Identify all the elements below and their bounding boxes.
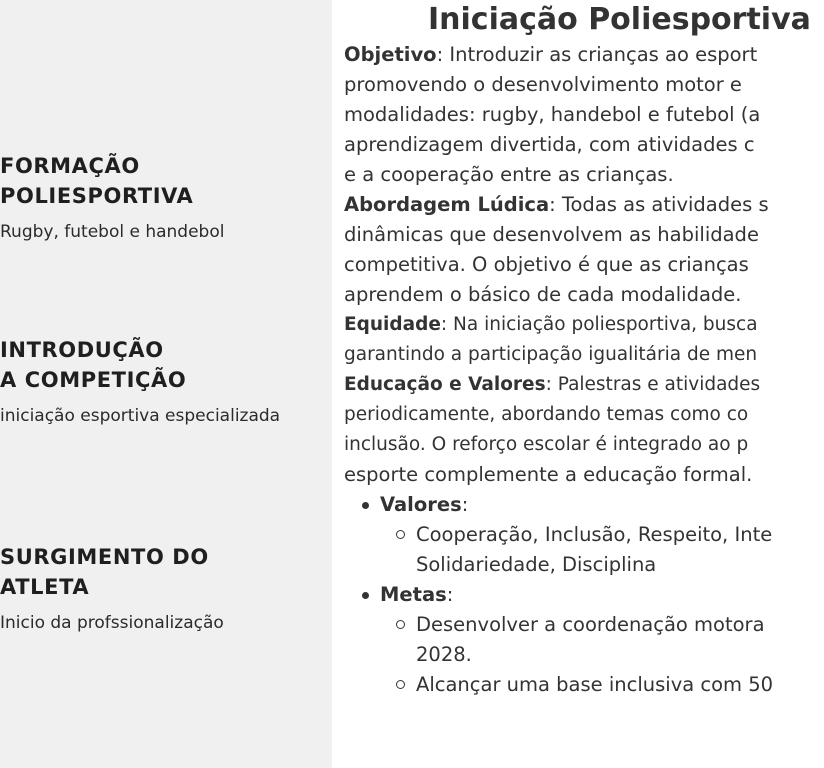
text-line: 2028. [416, 643, 472, 666]
page-title: Iniciação Poliesportiva [428, 2, 811, 37]
section-equidade [344, 310, 824, 370]
stage-introducao-competicao [0, 335, 280, 427]
section-objetivo [344, 40, 824, 190]
main-content [344, 0, 824, 700]
text-line: aprendizagem divertida, com atividades c [344, 133, 755, 156]
section-label: Abordagem Lúdica [344, 193, 550, 216]
text-line [344, 40, 824, 70]
text-line: Alcançar uma base inclusiva com 50 [416, 673, 774, 696]
sub-list-item [394, 610, 824, 670]
sub-list-item [394, 670, 824, 700]
text-line: garantindo a participação igualitária de men [344, 344, 758, 365]
text-line: Desenvolver a coordenação motora [416, 613, 765, 636]
text-line: competitiva. O objetivo é que as crianças [344, 253, 749, 276]
sub-list [380, 610, 824, 700]
stage-title-line: SURGIMENTO DO [0, 545, 209, 569]
section-label: Equidade [344, 314, 441, 335]
bullet-suffix: : [446, 583, 454, 606]
text-line: dinâmicas que desenvolvem as habilidade [344, 223, 759, 246]
stage-subtitle: iniciação esportiva especializada [0, 406, 281, 426]
bullet-suffix: : [461, 493, 469, 516]
text-line: aprendem o básico de cada modalidade. [344, 283, 742, 306]
section-label: Objetivo [344, 43, 437, 66]
text-line: inclusão. O reforço escolar é integrado ao p [344, 434, 749, 455]
stage-title [0, 335, 280, 395]
text-line [380, 580, 824, 610]
section-abordagem-ludica [344, 190, 824, 310]
text-line: e a cooperação entre as crianças. [344, 163, 674, 186]
section-educacao-valores [344, 370, 824, 490]
section-text: : Introduzir as crianças ao esport [436, 43, 758, 66]
stage-subtitle: Inicio da profssionalização [0, 613, 224, 633]
text-line [380, 490, 824, 520]
section-text: : Palestras e atividades [545, 374, 761, 395]
bullet-label: Metas [380, 583, 447, 606]
sub-list [380, 520, 824, 580]
text-line [344, 310, 824, 340]
stage-title-line: INTRODUÇÃO [0, 338, 164, 362]
stage-title-line: ATLETA [0, 575, 90, 599]
text-line: Cooperação, Inclusão, Respeito, Inte [416, 523, 773, 546]
text-line: periodicamente, abordando temas como co [344, 404, 749, 425]
bullet-label: Valores [380, 493, 462, 516]
stage-formacao-poliesportiva [0, 151, 224, 243]
text-line: modalidades: rugby, handebol e futebol (a [344, 103, 761, 126]
stage-title-line: FORMAÇÃO [0, 154, 140, 178]
text-line: esporte complemente a educação formal. [344, 463, 753, 486]
section-text: : Todas as atividades s [549, 193, 769, 216]
stage-title [0, 542, 224, 602]
bullet-metas [358, 580, 824, 700]
text-line [344, 370, 824, 400]
stage-title [0, 151, 224, 211]
bullet-list [344, 490, 824, 700]
section-text: : Na iniciação poliesportiva, busca [440, 314, 758, 335]
text-line: promovendo o desenvolvimento motor e [344, 73, 742, 96]
section-label: Educação e Valores [344, 374, 546, 395]
bullet-valores [358, 490, 824, 580]
stage-subtitle: Rugby, futebol e handebol [0, 222, 225, 242]
stage-surgimento-atleta [0, 542, 224, 634]
text-line: Solidariedade, Disciplina [416, 553, 657, 576]
text-line [344, 190, 824, 220]
sub-list-item [394, 520, 824, 580]
stage-title-line: A COMPETIÇÃO [0, 368, 187, 392]
stage-title-line: POLIESPORTIVA [0, 184, 194, 208]
